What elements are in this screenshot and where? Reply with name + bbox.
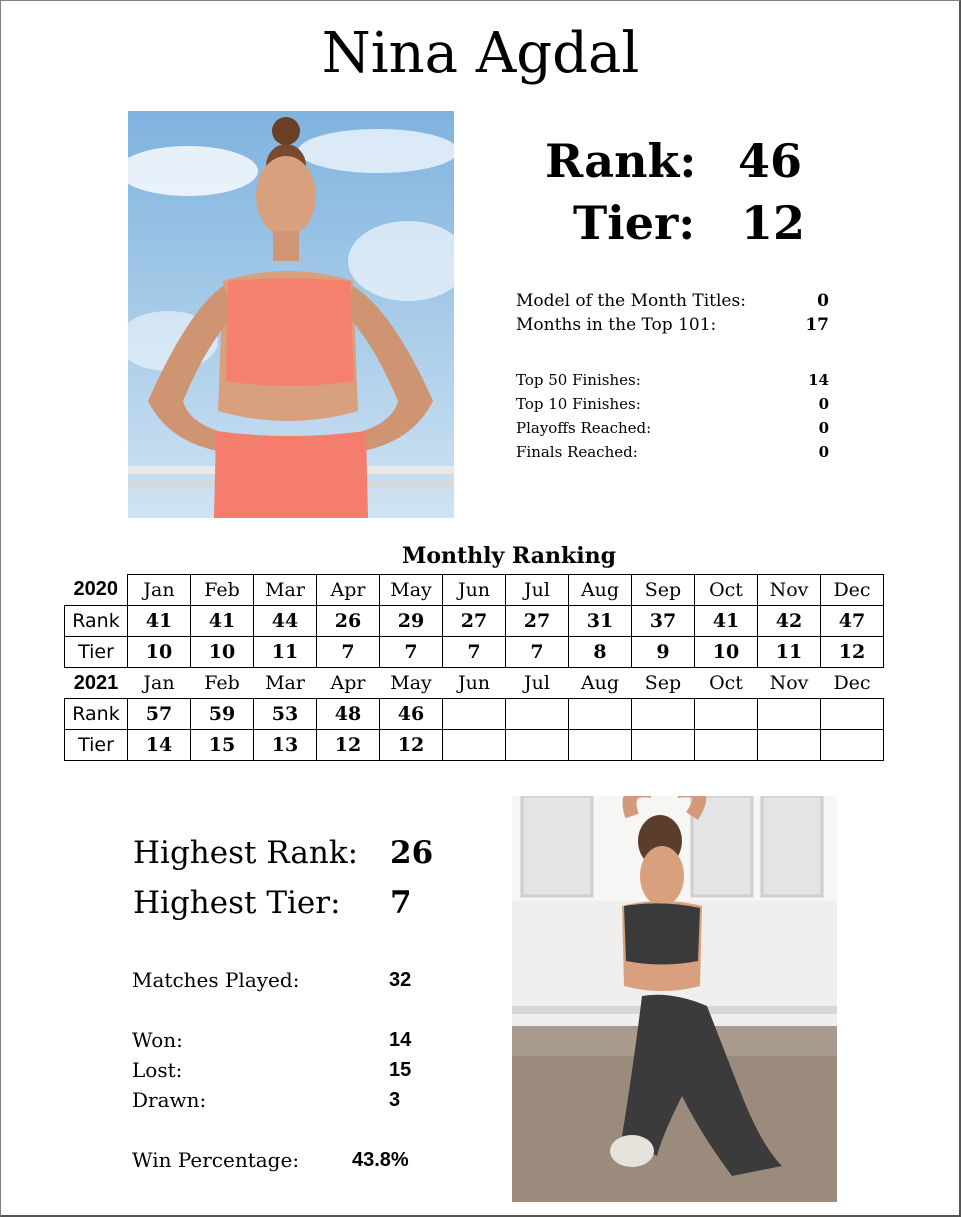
tier-cell: 13	[254, 730, 317, 761]
rank-cell: 31	[569, 606, 632, 637]
year-label: 2020	[73, 578, 118, 601]
rank-cell: 42	[758, 606, 821, 637]
rank-cell: 29	[380, 606, 443, 637]
year-label: 2021	[73, 671, 119, 694]
tier-cell: 11	[758, 637, 821, 668]
tier-cell: 14	[128, 730, 191, 761]
tier-row-label: Tier	[65, 637, 128, 668]
tier-cell: 12	[380, 730, 443, 761]
month-header: Nov	[758, 575, 821, 606]
rank-cell: 41	[128, 606, 191, 637]
month-header: Oct	[695, 575, 758, 606]
tier-cell: 9	[632, 637, 695, 668]
month-header: Feb	[191, 668, 254, 699]
matches-played-label: Matches Played:	[132, 968, 300, 992]
rank-cell: 47	[821, 606, 884, 637]
tier-cell: 10	[695, 637, 758, 668]
tier-cell: 12	[317, 730, 380, 761]
tier-cell: 7	[443, 637, 506, 668]
tier-cell: 7	[380, 637, 443, 668]
rank-cell: 46	[380, 699, 443, 730]
stat-value-playoffs: 0	[818, 419, 829, 437]
stat-label-top101: Months in the Top 101:	[516, 315, 717, 335]
rank-cell: 48	[317, 699, 380, 730]
month-header: Jun	[443, 575, 506, 606]
tier-cell: 8	[569, 637, 632, 668]
tier-cell	[758, 730, 821, 761]
tier-cell	[569, 730, 632, 761]
tier-value: 12	[741, 196, 806, 250]
rank-cell: 41	[695, 606, 758, 637]
rank-cell	[443, 699, 506, 730]
month-header: Aug	[569, 668, 632, 699]
portrait-photo	[128, 111, 454, 518]
highest-rank-value: 26	[390, 835, 434, 871]
stat-label-playoffs: Playoffs Reached:	[516, 419, 652, 437]
tier-cell	[506, 730, 569, 761]
tier-cell: 10	[128, 637, 191, 668]
stat-label-top10: Top 10 Finishes:	[516, 395, 641, 413]
rank-cell	[506, 699, 569, 730]
rank-cell: 27	[443, 606, 506, 637]
rank-cell	[695, 699, 758, 730]
tier-cell	[695, 730, 758, 761]
matches-played-value: 32	[389, 969, 412, 991]
rank-cell: 57	[128, 699, 191, 730]
rank-cell: 41	[191, 606, 254, 637]
month-header: Nov	[758, 668, 821, 699]
tier-cell	[443, 730, 506, 761]
tier-row-label: Tier	[65, 730, 128, 761]
drawn-label: Drawn:	[132, 1088, 207, 1112]
won-value: 14	[389, 1029, 412, 1051]
rank-cell	[821, 699, 884, 730]
rank-cell: 53	[254, 699, 317, 730]
rank-cell: 26	[317, 606, 380, 637]
won-label: Won:	[132, 1028, 183, 1052]
highest-rank-label: Highest Rank:	[133, 835, 359, 871]
tier-cell: 10	[191, 637, 254, 668]
month-header: Dec	[821, 668, 884, 699]
month-header: Oct	[695, 668, 758, 699]
stat-value-top10: 0	[818, 395, 829, 413]
month-header: Jan	[128, 575, 191, 606]
drawn-value: 3	[389, 1089, 401, 1111]
monthly-ranking-table	[64, 574, 884, 761]
tier-label: Tier:	[573, 196, 696, 250]
model-name: Nina Agdal	[321, 21, 640, 86]
rank-row-label: Rank	[65, 606, 128, 637]
stat-value-top50: 14	[808, 371, 829, 389]
rank-cell: 44	[254, 606, 317, 637]
month-header: Apr	[317, 668, 380, 699]
month-header: Feb	[191, 575, 254, 606]
month-header: Aug	[569, 575, 632, 606]
tier-cell: 7	[506, 637, 569, 668]
month-header: Mar	[254, 575, 317, 606]
highest-tier-value: 7	[390, 885, 412, 921]
month-header: Mar	[254, 668, 317, 699]
lost-label: Lost:	[132, 1058, 183, 1082]
stat-value-top101: 17	[805, 315, 829, 335]
month-header: Dec	[821, 575, 884, 606]
tier-cell	[821, 730, 884, 761]
rank-cell: 37	[632, 606, 695, 637]
tier-cell: 12	[821, 637, 884, 668]
rank-value: 46	[738, 134, 803, 188]
tier-cell: 15	[191, 730, 254, 761]
month-header: Sep	[632, 575, 695, 606]
month-header: Sep	[632, 668, 695, 699]
tier-cell: 11	[254, 637, 317, 668]
month-header: May	[380, 575, 443, 606]
win-percentage-value: 43.8%	[352, 1149, 409, 1171]
studio-photo	[512, 796, 837, 1202]
rank-row-2021	[65, 699, 884, 730]
month-header-row-2021	[65, 668, 884, 699]
stat-label-motm: Model of the Month Titles:	[516, 291, 746, 311]
tier-row-2021	[65, 730, 884, 761]
tier-cell	[632, 730, 695, 761]
month-header: Jul	[506, 575, 569, 606]
rank-cell: 27	[506, 606, 569, 637]
month-header-row-2020	[65, 575, 884, 606]
stat-value-finals: 0	[818, 443, 829, 461]
stat-label-top50: Top 50 Finishes:	[516, 371, 641, 389]
month-header: May	[380, 668, 443, 699]
month-header: Jul	[506, 668, 569, 699]
lost-value: 15	[389, 1059, 412, 1081]
rank-cell	[632, 699, 695, 730]
rank-row-label: Rank	[65, 699, 128, 730]
tier-cell: 7	[317, 637, 380, 668]
stat-label-finals: Finals Reached:	[516, 443, 638, 461]
win-percentage-label: Win Percentage:	[132, 1148, 300, 1172]
stat-value-motm: 0	[817, 291, 829, 311]
month-header: Jun	[443, 668, 506, 699]
rank-cell	[569, 699, 632, 730]
rank-cell: 59	[191, 699, 254, 730]
month-header: Jan	[128, 668, 191, 699]
highest-tier-label: Highest Tier:	[133, 885, 341, 921]
month-header: Apr	[317, 575, 380, 606]
monthly-ranking-title: Monthly Ranking	[402, 543, 616, 569]
rank-row-2020	[65, 606, 884, 637]
rank-cell	[758, 699, 821, 730]
tier-row-2020	[65, 637, 884, 668]
rank-label: Rank:	[545, 134, 697, 188]
